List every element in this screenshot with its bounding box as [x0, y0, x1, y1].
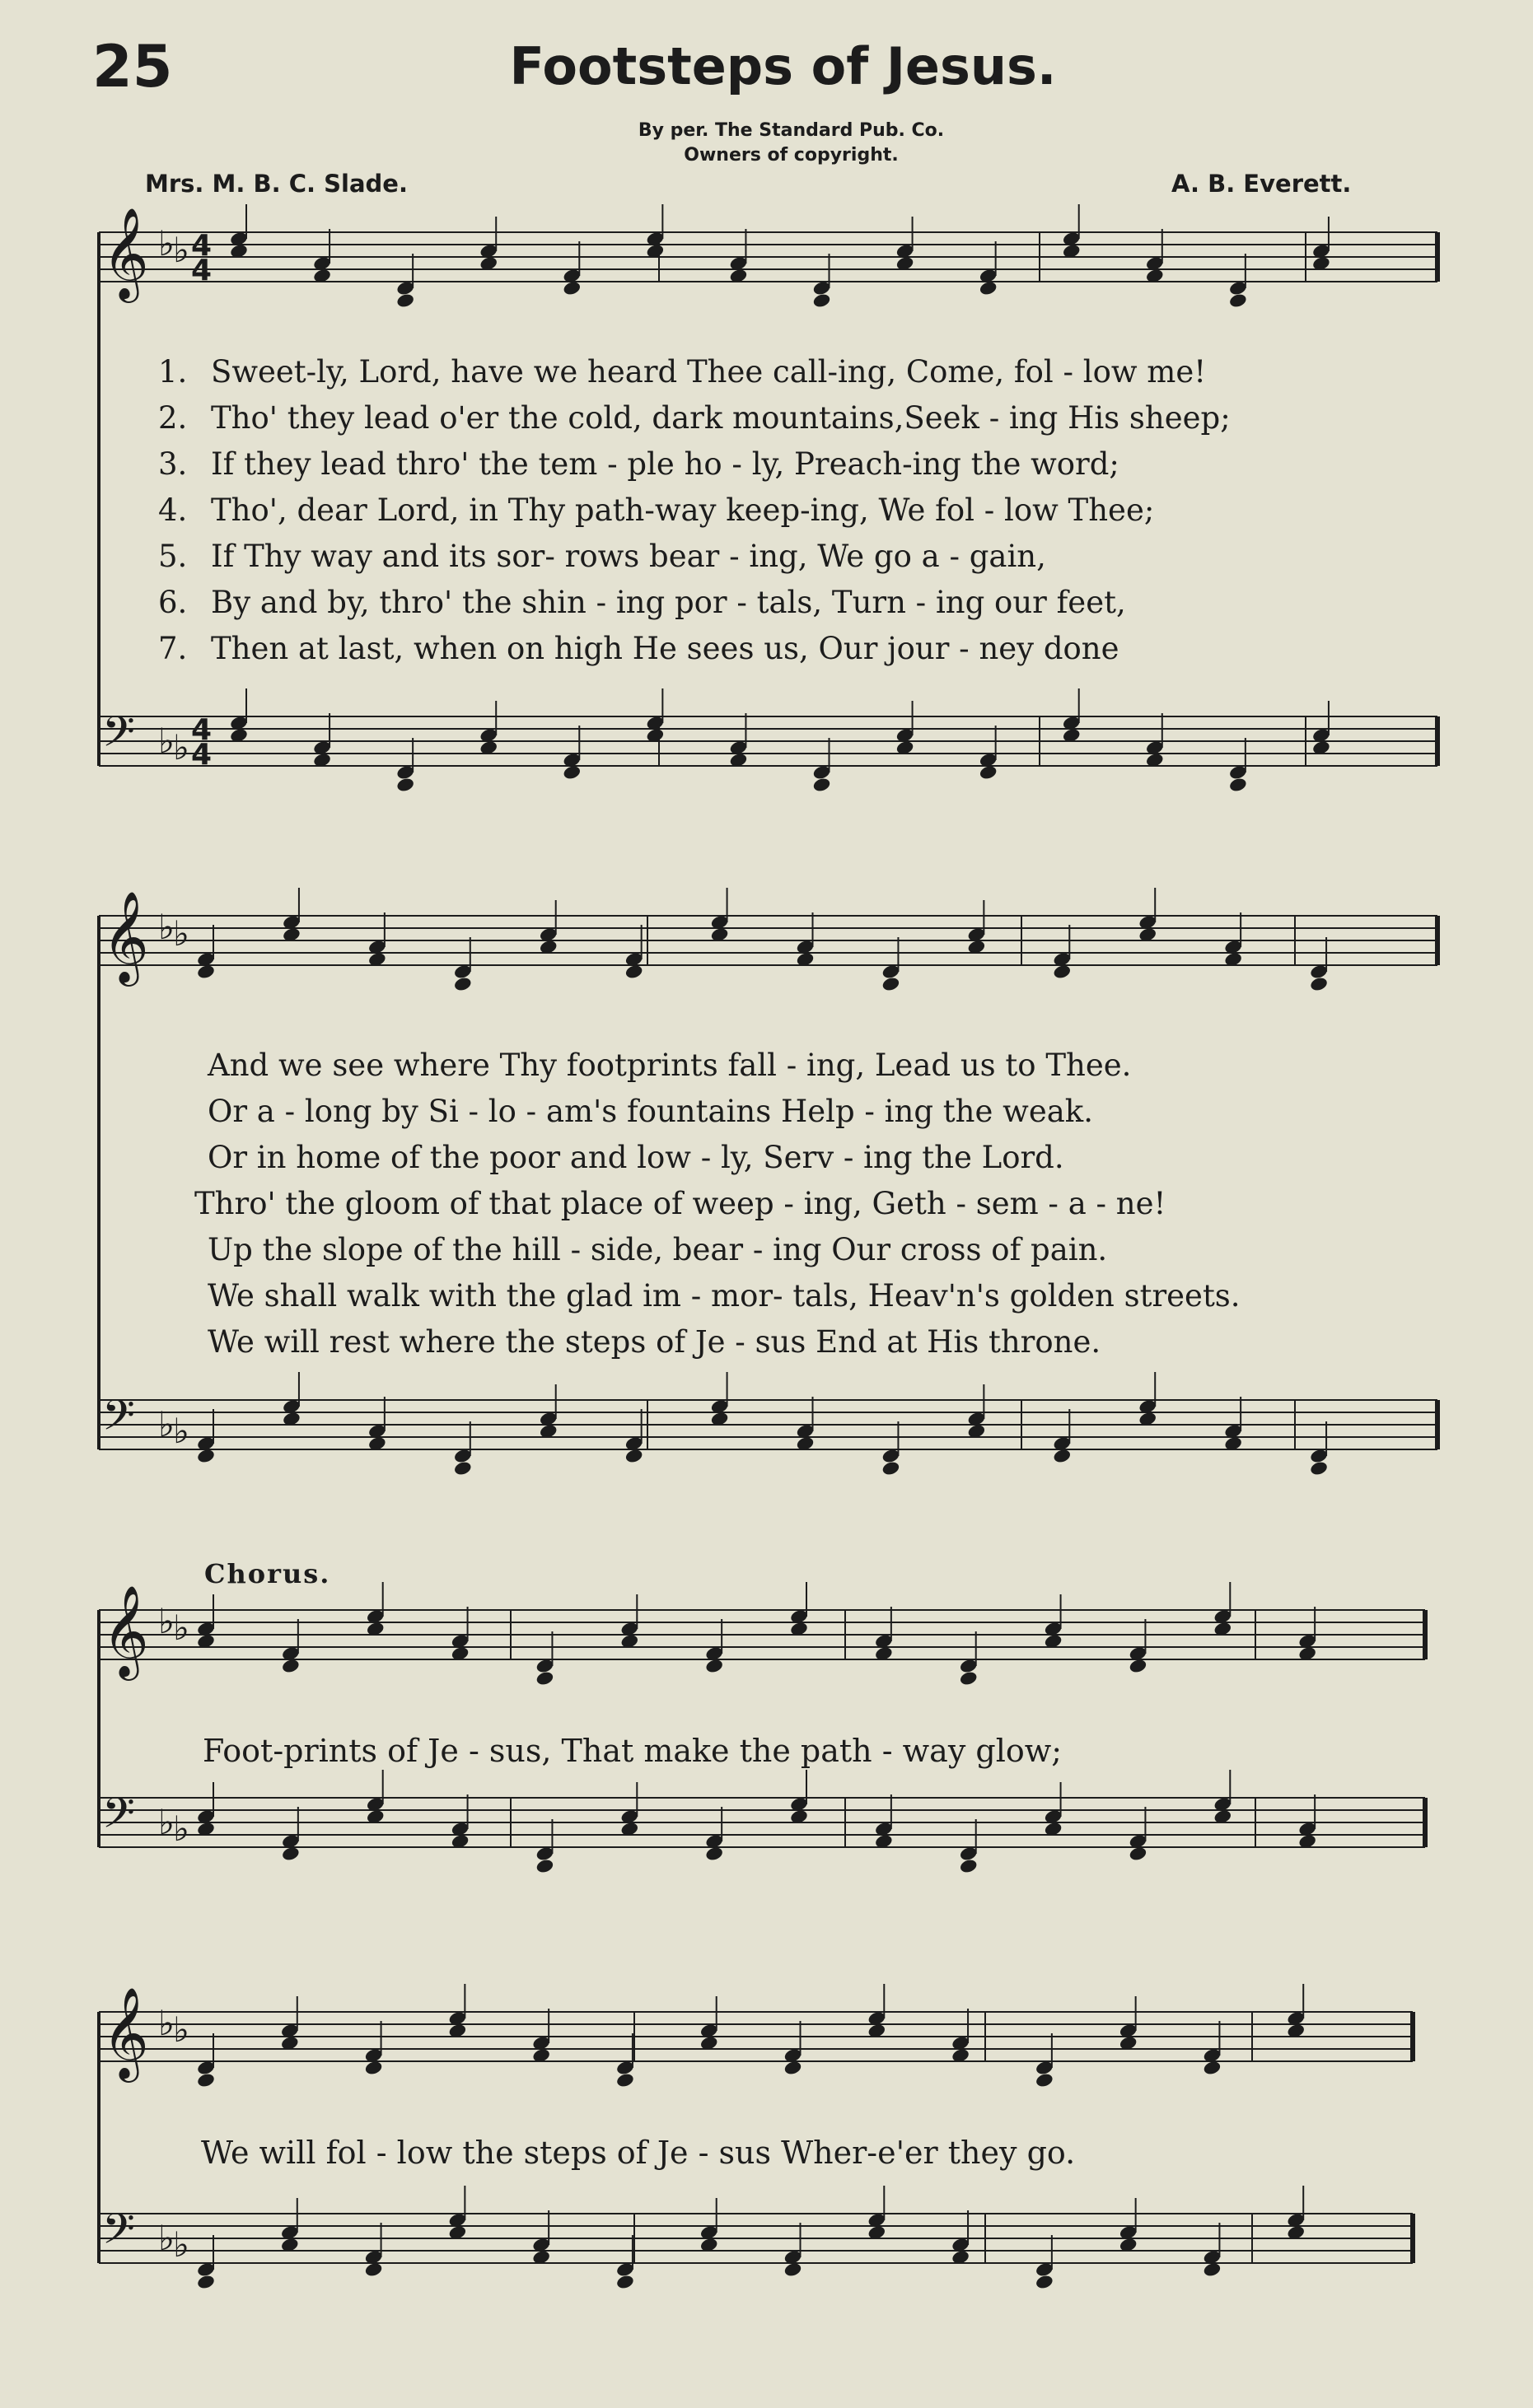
bass-clef-icon: 𝄢 [102, 2204, 135, 2264]
bass-clef-icon: 𝄢 [102, 1390, 135, 1450]
notehead [453, 1460, 473, 1477]
flat-icon: ♭ [173, 1608, 189, 1648]
flat-icon: ♭ [158, 1601, 175, 1641]
notehead [1228, 292, 1248, 309]
notehead [562, 280, 582, 296]
chorus-line-2: We will fol - low the steps of Je - sus Wher-e'er they go. [201, 2135, 1076, 2171]
flat-icon: ♭ [173, 2224, 189, 2265]
notehead [395, 292, 415, 309]
verse-5-number: 5. [158, 539, 188, 574]
bass-clef-icon: 𝄢 [102, 707, 135, 767]
lyricist: Mrs. M. B. C. Slade. [145, 170, 408, 198]
notehead [1309, 976, 1329, 992]
flat-icon: ♭ [173, 2009, 189, 2050]
verse-7-line-1: Then at last, when on high He sees us, Our jour - ney done [211, 631, 1119, 666]
notehead [196, 2072, 216, 2088]
verse-5-line-1: If Thy way and its sor- rows bear - ing, We go a - gain, [211, 539, 1046, 574]
notehead [959, 1858, 979, 1874]
notehead [704, 1658, 724, 1674]
verse-7-number: 7. [158, 631, 188, 666]
notehead [1228, 777, 1248, 793]
hymn-number: 25 [92, 33, 173, 100]
notehead [196, 964, 216, 980]
notehead [624, 1448, 644, 1464]
verse-2-line-1: Tho' they lead o'er the cold, dark mountains,Seek - ing His sheep; [211, 400, 1231, 436]
verse-3-line-2: Or in home of the poor and low - ly, Serv - ing the Lord. [208, 1140, 1064, 1175]
verse-3-number: 3. [158, 446, 188, 482]
time-signature: 4 [191, 254, 213, 287]
notehead [1035, 2274, 1054, 2290]
notehead [562, 764, 582, 781]
copyright-line-1: By per. The Standard Pub. Co. [638, 120, 945, 141]
notehead [881, 976, 901, 992]
verse-4-line-2: Thro' the gloom of that place of weep - ing, Geth - sem - a - ne! [194, 1186, 1166, 1221]
time-signature: 4 [191, 229, 213, 263]
flat-icon: ♭ [173, 913, 189, 954]
chorus-label: Chorus. [204, 1558, 331, 1589]
bass-clef-icon: 𝄢 [102, 1788, 135, 1848]
verse-1-line-2: And we see where Thy footprints fall - ing, Lead us to Thee. [208, 1048, 1132, 1083]
flat-icon: ♭ [158, 2218, 175, 2258]
flat-icon: ♭ [173, 727, 189, 768]
verse-6-number: 6. [158, 585, 188, 620]
treble-clef-icon: 𝄞 [102, 207, 149, 299]
notehead [881, 1460, 901, 1477]
notehead [1052, 1448, 1072, 1464]
verse-4-line-1: Tho', dear Lord, in Thy path-way keep-ing, We fol - low Thee; [211, 492, 1155, 528]
notehead [1052, 964, 1072, 980]
notehead [364, 2261, 384, 2278]
notehead [615, 2274, 635, 2290]
flat-icon: ♭ [158, 1404, 175, 1444]
notehead [196, 1448, 216, 1464]
notehead [281, 1658, 301, 1674]
verse-6-line-2: We shall walk with the glad im - mor- tals, Heav'n's golden streets. [208, 1278, 1241, 1314]
notehead [1129, 1846, 1148, 1862]
notehead [196, 2274, 216, 2290]
flat-icon: ♭ [173, 230, 189, 270]
notehead [704, 1846, 724, 1862]
notehead [615, 2072, 635, 2088]
notehead [1129, 1658, 1148, 1674]
treble-clef-icon: 𝄞 [102, 890, 149, 982]
notehead [1203, 2060, 1222, 2076]
treble-clef-icon: 𝄞 [102, 1584, 149, 1677]
flat-icon: ♭ [158, 721, 175, 761]
notehead [812, 292, 832, 309]
notehead [535, 1858, 555, 1874]
verse-5-line-2: Up the slope of the hill - side, bear - ing Our cross of pain. [208, 1232, 1108, 1267]
notehead [812, 777, 832, 793]
flat-icon: ♭ [158, 2003, 175, 2043]
notehead [783, 2261, 803, 2278]
treble-clef-icon: 𝄞 [102, 1986, 149, 2079]
flat-icon: ♭ [158, 907, 175, 947]
verse-2-number: 2. [158, 400, 188, 436]
notehead [1309, 1460, 1329, 1477]
flat-icon: ♭ [158, 1802, 175, 1842]
time-signature: 4 [191, 738, 213, 772]
verse-6-line-1: By and by, thro' the shin - ing por - tals, Turn - ing our feet, [211, 585, 1126, 620]
notehead [979, 764, 998, 781]
notehead [395, 777, 415, 793]
notehead [624, 964, 644, 980]
notehead [979, 280, 998, 296]
chorus-line-1: Foot-prints of Je - sus, That make the path - way glow; [203, 1733, 1063, 1769]
flat-icon: ♭ [158, 223, 175, 264]
copyright-line-2: Owners of copyright. [684, 145, 899, 166]
verse-7-line-2: We will rest where the steps of Je - sus End at His throne. [208, 1324, 1101, 1360]
notehead [364, 2060, 384, 2076]
verse-1-number: 1. [158, 354, 188, 390]
notehead [281, 1846, 301, 1862]
hymn-title: Footsteps of Jesus. [509, 36, 1057, 96]
verse-4-number: 4. [158, 492, 188, 528]
flat-icon: ♭ [173, 1808, 189, 1849]
notehead [1035, 2072, 1054, 2088]
time-signature: 4 [191, 713, 213, 747]
composer: A. B. Everett. [1171, 170, 1352, 198]
notehead [959, 1670, 979, 1687]
verse-1-line-1: Sweet-ly, Lord, have we heard Thee call-ing, Come, fol - low me! [211, 354, 1207, 390]
notehead [453, 976, 473, 992]
flat-icon: ♭ [173, 1411, 189, 1451]
verse-3-line-1: If they lead thro' the tem - ple ho - ly, Preach-ing the word; [211, 446, 1119, 482]
notehead [535, 1670, 555, 1687]
notehead [783, 2060, 803, 2076]
notehead [1203, 2261, 1222, 2278]
verse-2-line-2: Or a - long by Si - lo - am's fountains Help - ing the weak. [208, 1094, 1093, 1129]
